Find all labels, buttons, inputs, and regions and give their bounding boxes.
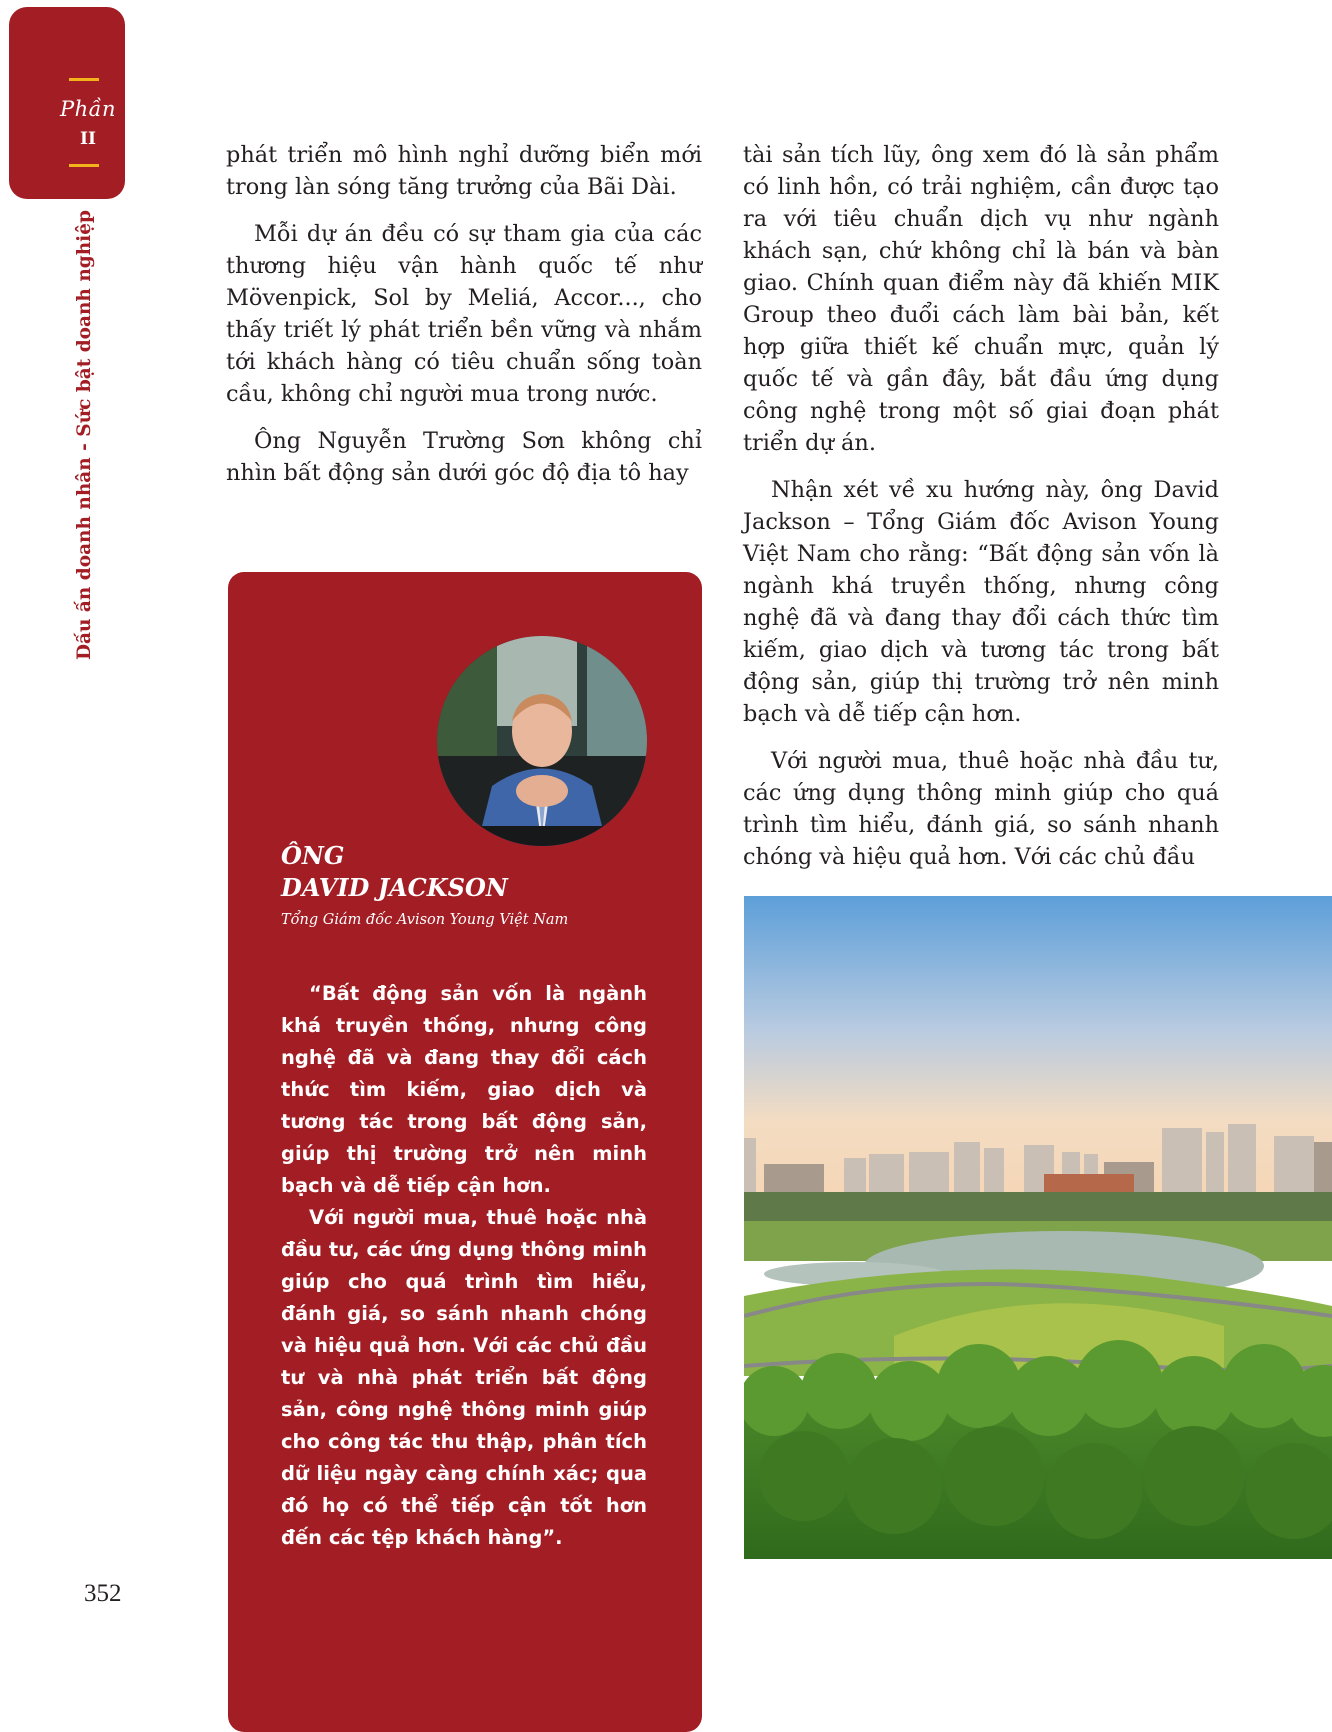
person-full-name: DAVID JACKSON [281, 873, 508, 902]
portrait-photo [437, 636, 647, 846]
part-tab-top-bar [69, 78, 99, 81]
paragraph: Mỗi dự án đều có sự tham gia của các thương hiệu vận hành quốc tế như Mövenpick, Sol by Meliá, Accor..., cho thấy triết lý phát triển bền vững và nhắm tới khách hàng có tiêu chuẩn sống toàn cầu, không chỉ người mua trong nước. [226, 221, 702, 407]
part-tab-bottom-bar [69, 164, 99, 167]
pull-quote [281, 978, 647, 1554]
paragraph: phát triển mô hình nghỉ dưỡng biển mới trong làn sóng tăng trưởng của Bãi Dài. [226, 142, 702, 200]
quote-paragraph: Với người mua, thuê hoặc nhà đầu tư, các ứng dụng thông minh giúp cho quá trình tìm hiểu, đánh giá, so sánh nhanh chóng và hiệu quả hơn. Với các chủ đầu tư và nhà phát triển bất động sản, công nghệ thông minh giúp cho công tác thu thập, phân tích dữ liệu ngày càng chính xác; qua đó họ có thể tiếp cận tốt hơn đến các tệp khách hàng”. [281, 1206, 647, 1549]
running-side-title: Dấu ấn doanh nhân - Sức bật doanh nghiệp [74, 210, 95, 660]
part-label: Phần [59, 97, 117, 121]
city-park-image [744, 896, 1332, 1559]
paragraph: Ông Nguyễn Trường Sơn không chỉ nhìn bất động sản dưới góc độ địa tô hay [226, 428, 702, 486]
left-text-column [226, 139, 702, 504]
page-number: 352 [84, 1580, 122, 1607]
quote-paragraph: “Bất động sản vốn là ngành khá truyền thống, nhưng công nghệ đã và đang thay đổi cách thức tìm kiếm, giao dịch và tương tác trong bất động sản, giúp thị trường trở nên minh bạch và dễ tiếp cận hơn. [281, 982, 647, 1197]
person-job-title: Tổng Giám đốc Avison Young Việt Nam [281, 912, 569, 928]
city-park-photo [744, 896, 1332, 1559]
part-number: II [80, 129, 96, 149]
person-honorific: ÔNG [281, 841, 345, 870]
person-name [281, 840, 508, 904]
paragraph: Với người mua, thuê hoặc nhà đầu tư, các ứng dụng thông minh giúp cho quá trình tìm hiểu, đánh giá, so sánh nhanh chóng và hiệu quả hơn. Với các chủ đầu [743, 748, 1219, 870]
right-text-column [743, 139, 1219, 888]
paragraph: Nhận xét về xu hướng này, ông David Jackson – Tổng Giám đốc Avison Young Việt Nam cho rằng: “Bất động sản vốn là ngành khá truyền thống, nhưng công nghệ đã và đang thay đổi cách thức tìm kiếm, giao dịch và tương tác trong bất động sản, giúp thị trường trở nên minh bạch và dễ tiếp cận hơn. [743, 477, 1219, 727]
paragraph: tài sản tích lũy, ông xem đó là sản phẩm có linh hồn, có trải nghiệm, cần được tạo ra với tiêu chuẩn dịch vụ như ngành khách sạn, chứ không chỉ là bán và bàn giao. Chính quan điểm này đã khiến MIK Group theo đuổi cách làm bài bản, kết hợp giữa thiết kế chuẩn mực, quản lý quốc tế và gần đây, bắt đầu ứng dụng công nghệ trong một số giai đoạn phát triển dự án. [743, 142, 1219, 456]
portrait-image [437, 636, 647, 846]
part-tab [9, 7, 125, 199]
